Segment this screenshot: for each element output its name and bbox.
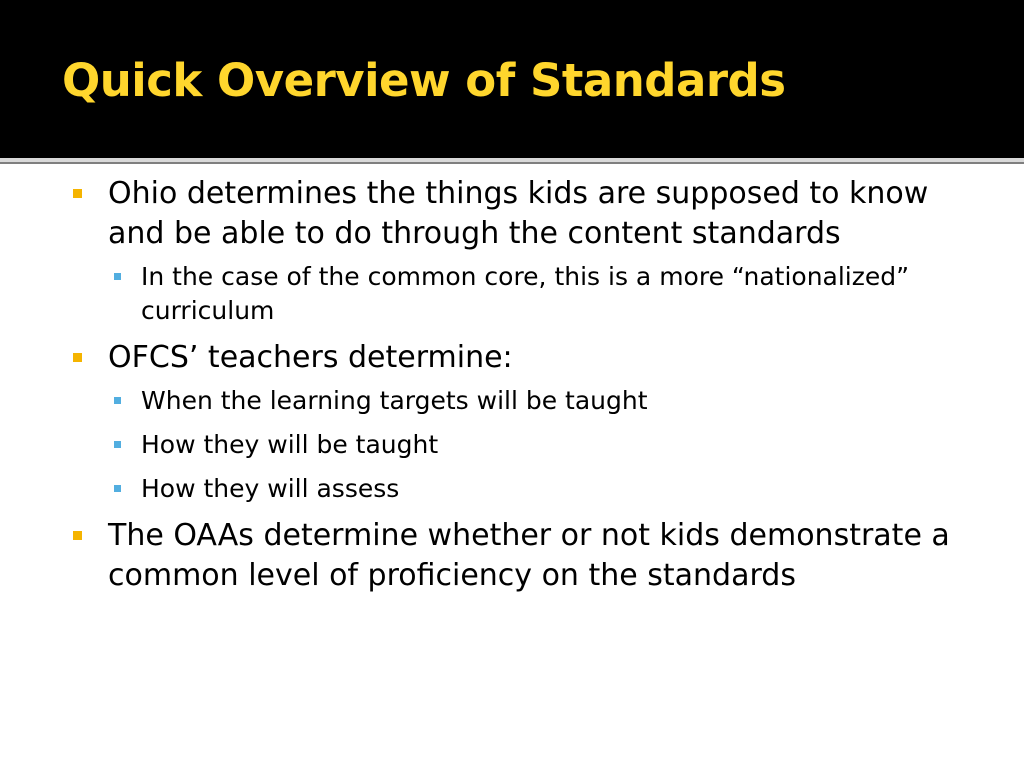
bullet-item — [0, 174, 1024, 254]
square-bullet-icon — [73, 189, 82, 198]
sub-bullet-text: How they will be taught — [141, 430, 439, 459]
bullet-text: Ohio determines the things kids are supposed to know and be able to do through the content standards — [108, 176, 929, 251]
slide-title: Quick Overview of Standards — [62, 54, 786, 107]
title-divider-dark — [0, 162, 1024, 164]
square-bullet-icon — [114, 397, 121, 404]
sub-bullet-item — [0, 428, 1024, 462]
sub-bullet-item — [0, 384, 1024, 418]
square-bullet-icon — [73, 531, 82, 540]
square-bullet-icon — [114, 441, 121, 448]
sub-bullet-item — [0, 472, 1024, 506]
bullet-list — [0, 174, 1024, 602]
square-bullet-icon — [114, 485, 121, 492]
sub-bullet-text: How they will assess — [141, 474, 400, 503]
square-bullet-icon — [73, 353, 82, 362]
sub-bullet-text: In the case of the common core, this is a more “nationalized” curriculum — [141, 262, 910, 325]
bullet-text: The OAAs determine whether or not kids demonstrate a common level of proficiency on the standards — [108, 518, 950, 593]
bullet-item — [0, 516, 1024, 596]
sub-bullet-item — [0, 260, 1024, 328]
bullet-item — [0, 338, 1024, 378]
title-bar — [0, 0, 1024, 158]
sub-bullet-text: When the learning targets will be taught — [141, 386, 648, 415]
bullet-text: OFCS’ teachers determine: — [108, 340, 513, 375]
square-bullet-icon — [114, 273, 121, 280]
